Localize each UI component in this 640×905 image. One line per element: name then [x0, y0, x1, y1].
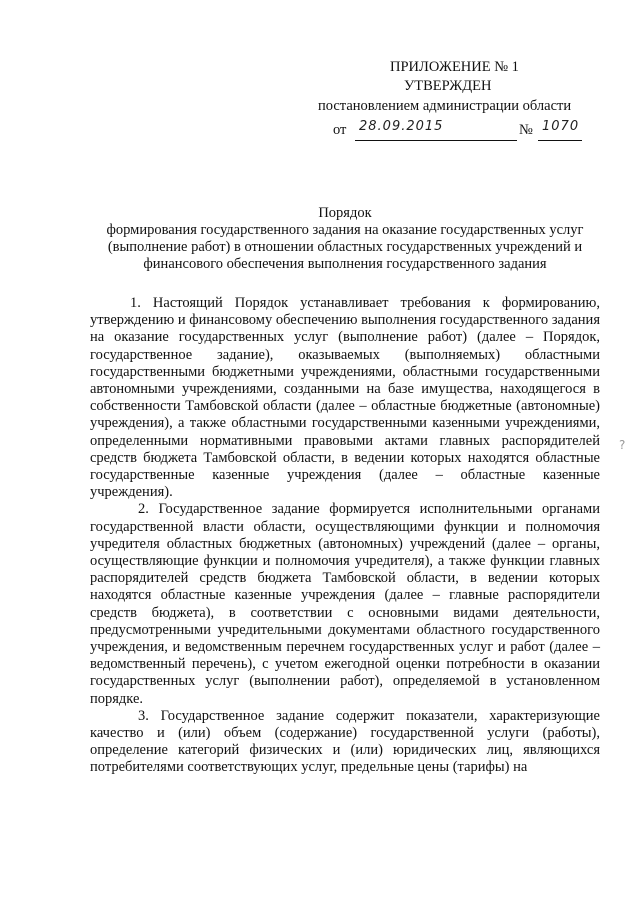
document-title: Порядок: [318, 205, 372, 221]
date-number-row: [333, 119, 583, 144]
handwritten-date: 28.09.2015: [359, 119, 444, 134]
paragraph-3: 3. Государственное задание содержит показатели, характеризующие качество и (или) объем (содержание) государственной услуги (работы), определение категорий физических и (или) юридических лиц, являющихся потребителями соответствующих услуг, предельные цены (тарифы) на: [90, 707, 600, 776]
appendix-header: [0, 0, 640, 140]
number-label: №: [519, 122, 533, 138]
margin-mark: ?: [619, 438, 626, 452]
paragraph-2: 2. Государственное задание формируется исполнительными органами государственной власти области, осуществляющими функции и полномочия учредителя областных бюджетных (автономных) учреждений (далее – органы, осуществляющие функции и полномочия учредителя), а также функции главных распорядителей средств бюджета Тамбовской области, в ведении которых находятся областные казенные учреждения (далее – главные распорядители средств бюджета), в соответствии с основными видами деятельности, предусмотренными учредительными документами областного государственного учреждения, и ведомственным перечнем государственных услуг и работ (далее – ведомственный перечень), с учетом ежегодной оценки потребности в оказании государственных услуг (выполнении работ), определяемой в установленном порядке.: [90, 501, 600, 707]
appendix-title: ПРИЛОЖЕНИЕ № 1: [390, 59, 519, 75]
approved-label: УТВЕРЖДЕН: [404, 78, 492, 94]
date-underline: [355, 119, 517, 141]
date-label: от: [333, 122, 347, 138]
decree-label: постановлением администрации области: [318, 98, 572, 114]
document-subtitle: формирования государственного задания на оказание государственных услуг (выполнение работ) в отношении областных государственных учреждений и финансового обеспечения выполнения государственного задания: [106, 222, 584, 272]
document-body: [90, 295, 600, 777]
number-underline: [538, 119, 582, 141]
paragraph-1: 1. Настоящий Порядок устанавливает требования к формированию, утверждению и финансовому обеспечению выполнения государственного задания на оказание государственных услуг (выполнение работ) (далее – Порядок, государственное задание), оказываемых (выполняемых) областными государственными бюджетными учреждениями, областными государственными автономными учреждениями, созданными на базе имущества, находящегося в собственности Тамбовской области (далее – областные бюджетные (автономные) учреждения), а также областными государственными казенными учреждениями, определенными нормативными правовыми актами главных распорядителей средств бюджета Тамбовской области, в ведении которых находятся областные государственные казенные учреждения (далее – областные казенные учреждения).: [90, 295, 600, 501]
handwritten-number: 1070: [542, 119, 580, 134]
